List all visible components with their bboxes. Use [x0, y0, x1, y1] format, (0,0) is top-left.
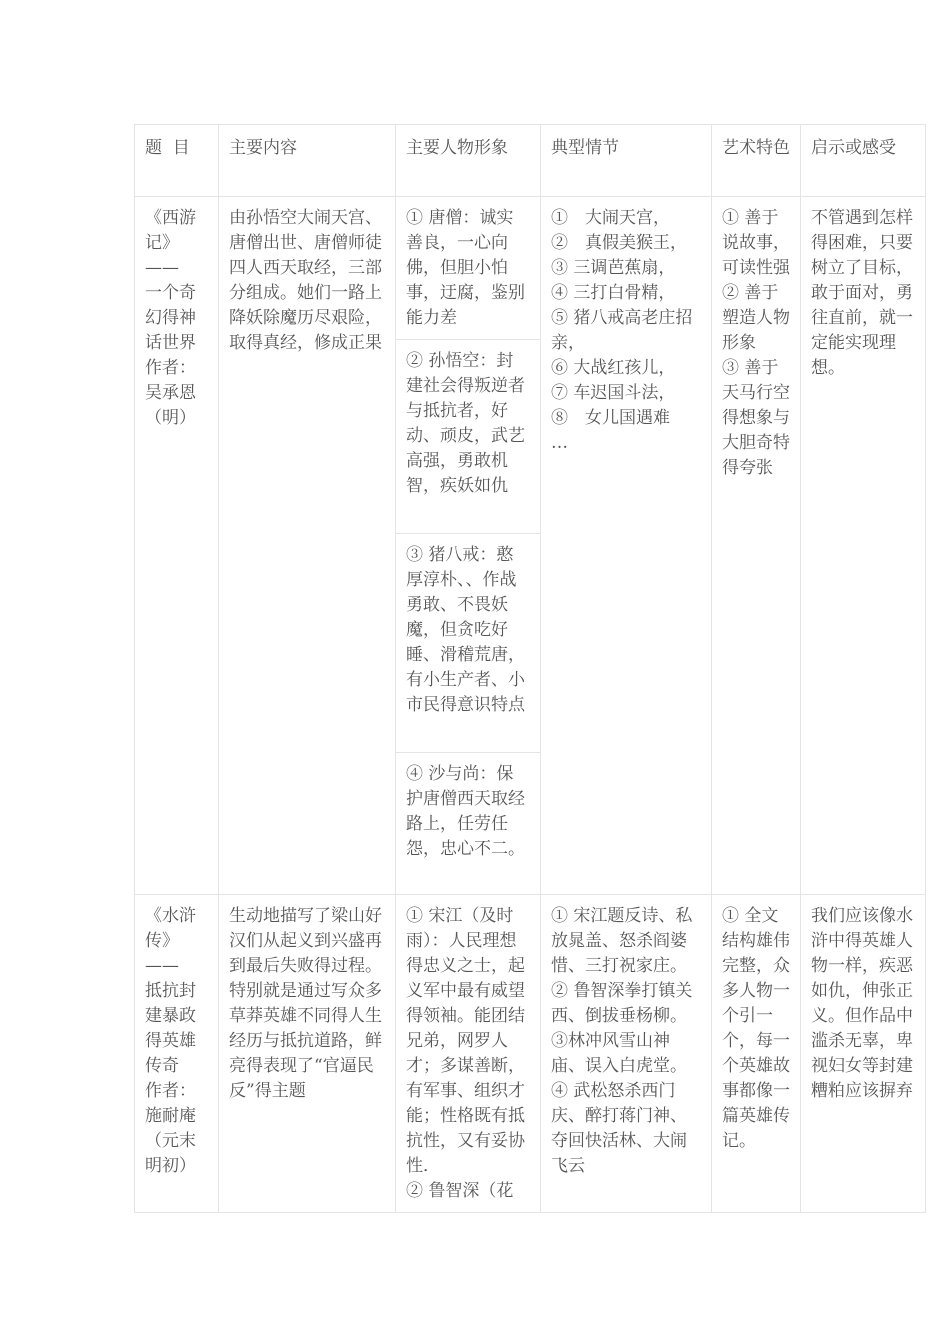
- xiyouji-art-cell: ① 善于说故事，可读性强 ② 善于塑造人物形象 ③ 善于天马行空得想象与大胆奇特得夸张: [712, 197, 801, 895]
- header-title: 题 目: [135, 125, 219, 197]
- table-header-row: [135, 125, 926, 197]
- table-row: [135, 895, 926, 1213]
- table-row: [135, 197, 926, 340]
- xiyouji-title-cell: 《西游记》—— 一个奇幻得神话世界 作者：吴承恩（明）: [135, 197, 219, 895]
- shuihu-content-cell: 生动地描写了梁山好汉们从起义到兴盛再到最后失败得过程。特别就是通过写众多草莽英雄不同得人生经历与抵抗道路，鲜亮得表现了“官逼民反”得主题: [219, 895, 396, 1213]
- header-content: 主要内容: [219, 125, 396, 197]
- header-characters: 主要人物形象: [396, 125, 541, 197]
- xiyouji-content-cell: 由孙悟空大闹天宫、唐僧出世、唐僧师徒四人西天取经，三部分组成。她们一路上降妖除魔历尽艰险，取得真经，修成正果: [219, 197, 396, 895]
- literature-table: [134, 124, 926, 1213]
- xiyouji-character-tangseng: ① 唐僧：诚实善良，一心向佛，但胆小怕事，迂腐，鉴别能力差: [396, 197, 541, 340]
- xiyouji-character-zhubajie: ③ 猪八戒：憨厚淳朴、、作战勇敢、不畏妖魔，但贪吃好睡、滑稽荒唐，有小生产者、小市民得意识特点: [396, 534, 541, 753]
- shuihu-characters-cell: ① 宋江（及时雨）：人民理想得忠义之士，起义军中最有威望得领袖。能团结兄弟，网罗人才；多谋善断，有军事、组织才能；性格既有抵抗性，又有妥协性． ② 鲁智深（花: [396, 895, 541, 1213]
- header-insight: 启示或感受: [801, 125, 926, 197]
- shuihu-art-cell: ① 全文结构雄伟完整，众多人物一个引一个，每一个英雄故事都像一篇英雄传记。: [712, 895, 801, 1213]
- header-plots: 典型情节: [541, 125, 712, 197]
- xiyouji-character-shaheshang: ④ 沙与尚：保护唐僧西天取经路上，任劳任怨，忠心不二。: [396, 753, 541, 895]
- shuihu-plots-cell: ① 宋江题反诗、私放晁盖、怒杀阎婆惜、三打祝家庄。② 鲁智深拳打镇关西、倒拔垂杨柳。③林冲风雪山神庙、误入白虎堂。④ 武松怒杀西门庆、醉打蒋门神、夺回快活林、大闹飞云: [541, 895, 712, 1213]
- xiyouji-character-sunwukong: ② 孙悟空：封建社会得叛逆者与抵抗者，好动、顽皮，武艺高强，勇敢机智，疾妖如仇: [396, 340, 541, 534]
- xiyouji-plots-cell: ① 大闹天宫， ② 真假美猴王， ③ 三调芭蕉扇， ④ 三打白骨精， ⑤ 猪八戒高老庄招亲， ⑥ 大战红孩儿， ⑦ 车迟国斗法， ⑧ 女儿国遇难 …: [541, 197, 712, 895]
- xiyouji-insight-cell: 不管遇到怎样得困难，只要树立了目标，敢于面对，勇往直前，就一定能实现理想。: [801, 197, 926, 895]
- header-art: 艺术特色: [712, 125, 801, 197]
- shuihu-insight-cell: 我们应该像水浒中得英雄人物一样，疾恶如仇，伸张正义。但作品中滥杀无辜，卑视妇女等封建糟粕应该摒弃: [801, 895, 926, 1213]
- shuihu-title-cell: 《水浒传》—— 抵抗封建暴政得英雄传奇 作者：施耐庵（元末明初）: [135, 895, 219, 1213]
